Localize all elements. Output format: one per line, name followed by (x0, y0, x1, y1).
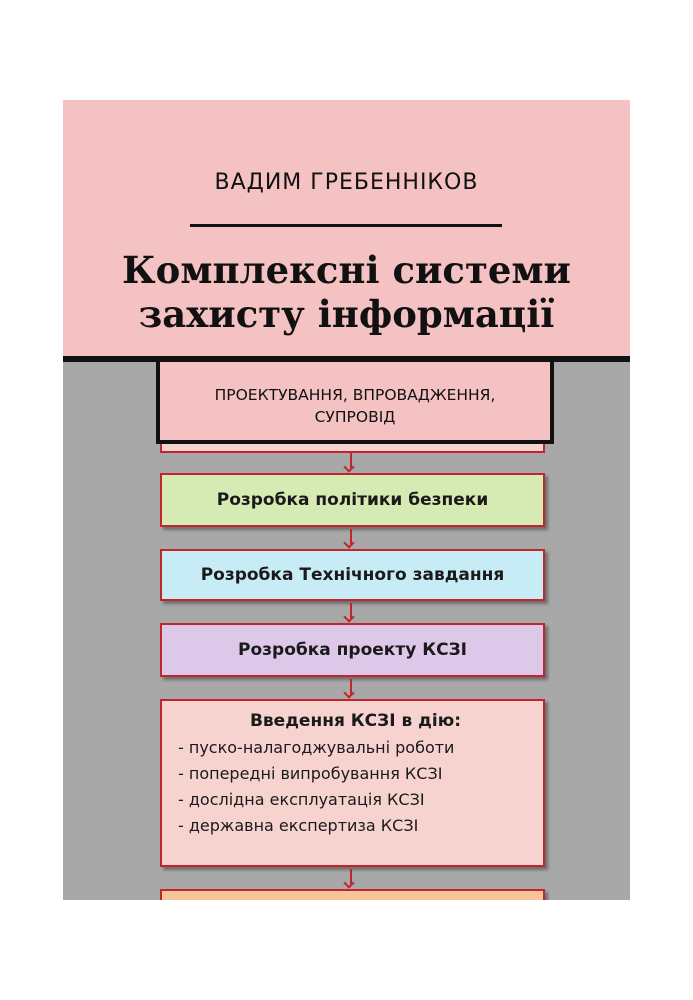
author-name: ВАДИМ ГРЕБЕННІКОВ (214, 170, 479, 195)
title-panel (63, 100, 630, 356)
book-title (63, 248, 630, 336)
flow-step-item: - дослідна експлуатація КСЗІ (178, 790, 425, 809)
book-cover (63, 100, 630, 900)
flow-step-item: - пуско-налагоджувальні роботи (178, 738, 455, 757)
book-title-line-2: захисту інформації (138, 292, 555, 336)
subtitle-line-2: СУПРОВІД (314, 408, 396, 426)
flow-step-commissioning-title: Введення КСЗІ в дію: (249, 711, 462, 731)
flow-arrow (350, 603, 352, 619)
book-title-line-1: Комплексні системи (121, 248, 571, 292)
flow-arrow (350, 869, 352, 885)
flow-step-item: - попередні випробування КСЗІ (178, 764, 443, 783)
flow-step-commissioning (160, 699, 545, 867)
flow-step-project: Розробка проекту КСЗІ (160, 623, 545, 677)
flow-step-partial-bottom (160, 889, 545, 900)
flow-arrow (350, 453, 352, 469)
flow-step-item: - державна експертиза КСЗІ (178, 816, 419, 835)
subtitle-line-1: ПРОЕКТУВАННЯ, ВПРОВАДЖЕННЯ, (214, 386, 496, 404)
flow-arrow (350, 679, 352, 695)
author-divider (190, 224, 502, 227)
flow-step-security-policy: Розробка політики безпеки (160, 473, 545, 527)
flow-step-technical-task: Розробка Технічного завдання (160, 549, 545, 601)
flow-arrow (350, 529, 352, 545)
subtitle-box (156, 362, 554, 444)
